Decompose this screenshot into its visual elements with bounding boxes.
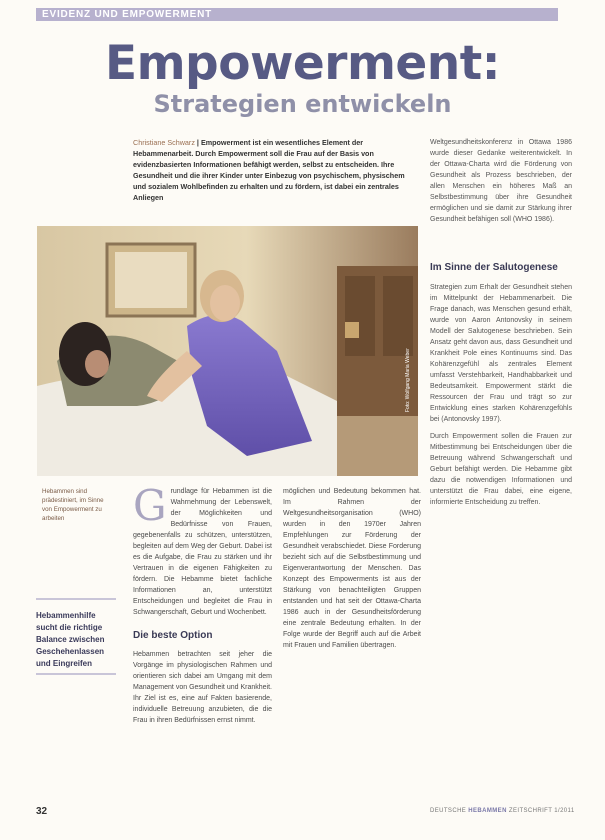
right-column-top-text: Weltgesundheitskonferenz in Ottawa 1986 wurde dieser Gedanke weiterentwickelt. In der Ottawa-Charta wird die Förderung von Gesundheit als Prozess beschrieben, der allen Menschen ein höheres Maß an Selbstbestimmung über ihre Gesundheit ermöglichen und sie damit zur Stärkung ihrer Gesundheit befähigen soll (WHO 1986).	[430, 139, 572, 223]
photo-illustration	[37, 226, 418, 476]
article-photo	[37, 226, 418, 476]
footer-suffix: ZEITSCHRIFT 1/2011	[508, 808, 575, 814]
page-number: 32	[36, 806, 48, 817]
column-1-text-2: Hebammen betrachten seit jeher die Vorgänge im physiologischen Rahmen und orientieren sich dabei am Umgang mit dem Management von Gesundheit und Krankheit. Ihr Ziel ist es, eine auf Fakten basierende, individuelle Betreuung anzubieten, die die Frau in ihren Bedürfnissen ernst nimmt.	[133, 651, 272, 724]
footer-prefix: DEUTSCHE	[430, 808, 467, 814]
body-column-1	[133, 481, 272, 726]
pull-quote-divider	[36, 673, 116, 675]
section-heading-beste-option: Die beste Option	[133, 630, 213, 641]
column-1-text: rundlage für Hebammen ist die Wahrnehmung der Lebenswelt, der Möglichkeiten und Bedürfnisse von Frauen, gegebenenfalls zu schützen, unterstützen, begleiten auf dem Weg der Geburt. Dabei ist es die Aufgabe, die Frau zu stärken und ihr Vertrauen in die eigenen Fähigkeiten zu fördern. Die Hebamme bietet fachliche Informationen an, unterstützt Entscheidungen und begleitet die Frau in Schwangerschaft, Geburt und Wochenbett.	[133, 488, 272, 616]
pull-quote: Hebammenhilfe sucht die richtige Balance zwischen Geschehenlassen und Eingreifen	[36, 598, 116, 670]
author-name: Christiane Schwarz	[133, 138, 195, 147]
right-column-paragraph-2: Durch Empowerment sollen die Frauen zur Mitbestimmung bei Entscheidungen über die Betreuung während Schwangerschaft und Geburt befähigt werden. Die Hebamme gibt dazu die notwendigen Informationen und unterstützt die Frau dabei, eine eigene, informierte Entscheidung zu treffen.	[430, 433, 572, 506]
body-column-2: möglichen und Bedeutung bekommen hat. Im Rahmen der Weltgesundheitsorganisation (WHO) wurden in den 1970er Jahren Empfehlungen zur Förderung der Gesundheit verabschiedet. Diese Forderung bezieht sich auf die Selbstbestimmung und Eigenverantwortung der Menschen. Das Konzept des Empowerments ist aus der Stärkung von benachteiligten Gruppen entstanden und hat seit der Ottawa-Charta 1986 auch in der Gesundheitsförderung eine zentrale Bedeutung erhalten. In der Folge wurde der Begriff auch auf die Arbeit mit Frauen und Familien übertragen.	[283, 488, 421, 649]
right-column-heading: Im Sinne der Salutogenese	[430, 262, 558, 273]
article-subtitle: Strategien entwickeln	[153, 90, 452, 118]
photo-caption: Hebammen sind prädestiniert, im Sinne von Empowerment zu arbeiten	[42, 488, 104, 522]
article-title: Empowerment:	[104, 36, 501, 91]
magazine-footer	[430, 808, 575, 814]
intro-text: Empowerment ist ein wesentliches Element der Hebammenarbeit. Durch Empowerment soll die Frau auf der Basis von evidenzbasierten Informationen befähigt werden, selbst zu entscheiden. Ihre Gesundheit und die ihrer Kinder unter Einbezug von psychischem, physischem und sozialem Wohlbefinden zu erhalten und zu fördern, ist dabei ein zentrales Anliegen	[133, 138, 405, 202]
right-column-text	[430, 282, 572, 508]
footer-magazine-name: HEBAMMEN	[468, 808, 507, 814]
section-band	[36, 8, 558, 21]
section-label: EVIDENZ UND EMPOWERMENT	[42, 9, 213, 20]
drop-cap: G	[133, 481, 167, 530]
article-intro	[133, 137, 410, 203]
photo-credit: Foto: Wolfgang Maria Weber	[405, 348, 411, 412]
intro-separator: |	[196, 138, 201, 147]
right-column-paragraph-1: Strategien zum Erhalt der Gesundheit stehen im Mittelpunkt der Hebammenarbeit. Die Frage danach, was Menschen gesund erhält, wurde von Aaron Antonovsky in seinem Modell der Salutogenese beschrieben. Sein Ansatz geht davon aus, dass Gesundheit und Krankheit Pole eines Kontinuums sind. Das Kohärenzgefühl als zentrales Element umfasst Verstehbarkeit, Handhabbarkeit und Bedeutsamkeit. Empowerment stärkt die Ressourcen der Frau und trägt so zur Entwicklung eines starken Kohärenzgefühls bei (Antonovsky 1997).	[430, 284, 572, 423]
